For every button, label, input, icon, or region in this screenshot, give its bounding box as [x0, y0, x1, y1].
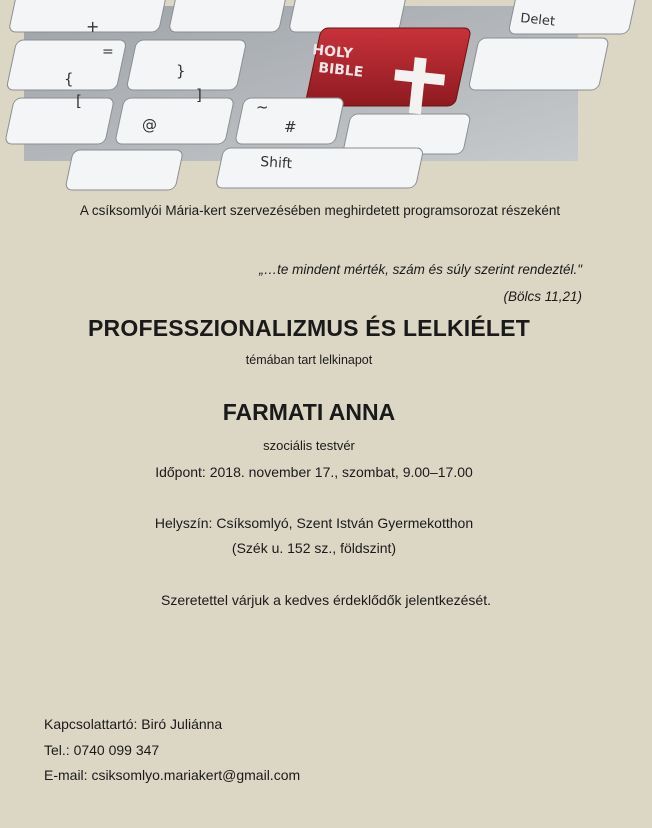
contact-phone: Tel.: 0740 099 347 — [44, 742, 160, 758]
key — [126, 40, 247, 90]
bible-key-label-top: HOLY — [311, 42, 354, 63]
speaker-name: FARMATI ANNA — [222, 399, 396, 425]
bible-quote-reference: (Bölcs 11,21) — [503, 289, 582, 304]
tilde-key-label: ~ — [256, 98, 269, 116]
key — [115, 98, 235, 144]
bracket-key-label: [ — [76, 92, 82, 110]
close-brace-key-label: } — [176, 62, 186, 80]
bible-quote: „…te mindent mérték, szám és súly szerint rendeztél." — [259, 262, 582, 277]
contact-email: E-mail: csiksomlyo.mariakert@gmail.com — [44, 767, 301, 783]
delete-key-label: Delet — [519, 11, 556, 30]
event-title: PROFESSZIONALIZMUS ÉS LELKIÉLET — [88, 315, 530, 341]
key — [65, 150, 184, 190]
contact-person: Kapcsolattartó: Biró Juliánna — [44, 716, 223, 732]
event-location: Helyszín: Csíksomlyó, Szent István Gyermekotthon — [154, 515, 474, 531]
brace-key-label: { — [64, 70, 74, 88]
key — [468, 38, 609, 90]
key — [288, 0, 408, 32]
event-subtitle: témában tart lelkinapot — [245, 353, 373, 367]
at-key-label: @ — [142, 116, 157, 134]
speaker-role: szociális testvér — [263, 438, 355, 453]
event-time: Időpont: 2018. november 17., szombat, 9.00–17.00 — [155, 464, 473, 480]
intro-text: A csíksomlyói Mária-kert szervezésében meghirdetett programsorozat részeként — [79, 203, 561, 218]
shift-key — [215, 148, 424, 188]
event-address: (Szék u. 152 sz., földszint) — [231, 540, 397, 556]
hash-key-label: # — [284, 118, 297, 136]
key — [168, 0, 288, 32]
shift-key-label: Shift — [259, 154, 293, 173]
key — [5, 98, 115, 144]
hero-keyboard-image — [24, 6, 578, 173]
close-bracket-key-label: ] — [196, 86, 202, 104]
keyboard-illustration — [24, 6, 578, 173]
welcome-text: Szeretettel várjuk a kedves érdeklődők jelentkezését. — [161, 592, 491, 608]
plus-key-label: + — [86, 17, 100, 36]
equals-key-label: = — [102, 44, 114, 60]
bible-key-label-bottom: BIBLE — [317, 60, 365, 81]
